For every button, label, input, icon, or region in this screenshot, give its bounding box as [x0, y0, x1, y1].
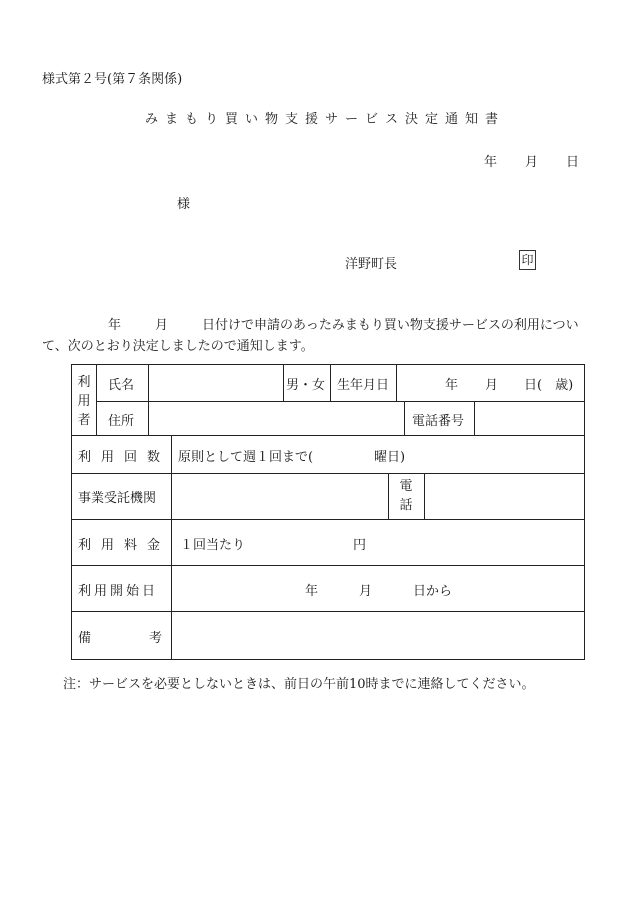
user-label: 利 用 者	[77, 375, 91, 428]
seal-mark: 印	[519, 250, 536, 270]
name-label: 氏名	[108, 378, 135, 393]
usage-count-suffix: 曜日)	[374, 450, 406, 465]
col-divider	[396, 365, 397, 401]
gender-option[interactable]: 男・女	[286, 378, 326, 393]
contractor-label: 事業受託機関	[78, 491, 157, 506]
remarks-field[interactable]	[172, 612, 584, 659]
fee-unit: 円	[353, 538, 367, 553]
body-text	[42, 315, 598, 357]
date-day-label: 日	[566, 155, 580, 170]
body-year-label: 年	[108, 318, 122, 333]
start-year-label: 年	[305, 584, 319, 599]
document-title: みまもり買い物支援サービス決定通知書	[144, 112, 505, 127]
body-sentence: 日付けで申請のあったみまもり買い物支援サービスの利用について、次のとおり決定しましたので通知します。	[42, 318, 579, 354]
issuer: 洋野町長	[345, 257, 398, 272]
birthdate-year-label: 年	[445, 378, 459, 393]
remarks-label: 備考	[78, 631, 221, 646]
col-divider	[96, 365, 97, 435]
address-label: 住所	[108, 414, 135, 429]
row-divider	[72, 435, 585, 436]
birthdate-month-label: 月	[485, 378, 499, 393]
row-divider	[72, 565, 585, 566]
fee-label: 利用料金	[78, 538, 171, 553]
birthdate-label: 生年月日	[337, 378, 390, 393]
start-label: 利用開始日	[78, 584, 159, 599]
body-month-label: 月	[155, 318, 169, 333]
phone-label: 電話番号	[412, 414, 465, 429]
start-day-label: 日から	[413, 584, 453, 599]
contractor-tel-field[interactable]	[425, 474, 584, 518]
date-year-label: 年	[484, 155, 498, 170]
address-field[interactable]	[149, 402, 403, 434]
usage-count-text: 原則として週１回まで(	[178, 450, 314, 465]
contractor-field[interactable]	[172, 474, 387, 518]
col-divider	[283, 365, 284, 401]
tel-label: 電 話	[399, 479, 413, 513]
footer-note: 注：サービスを必要としないときは、前日の午前10時までに連絡してください。	[63, 677, 535, 692]
decision-table	[71, 364, 585, 660]
fee-text: １回当たり	[180, 538, 246, 553]
name-field[interactable]	[149, 366, 282, 400]
form-number: 様式第２号(第７条関係)	[42, 72, 183, 87]
col-divider	[404, 401, 405, 435]
birthdate-day-age: 日( 歳)	[524, 378, 574, 393]
col-divider	[330, 365, 331, 401]
date-month-label: 月	[525, 155, 539, 170]
col-divider	[388, 473, 389, 519]
row-divider	[72, 519, 585, 520]
start-month-label: 月	[359, 584, 373, 599]
usage-count-label: 利用回数	[78, 450, 171, 465]
addressee-suffix: 様	[177, 197, 191, 212]
phone-field[interactable]	[475, 402, 584, 434]
